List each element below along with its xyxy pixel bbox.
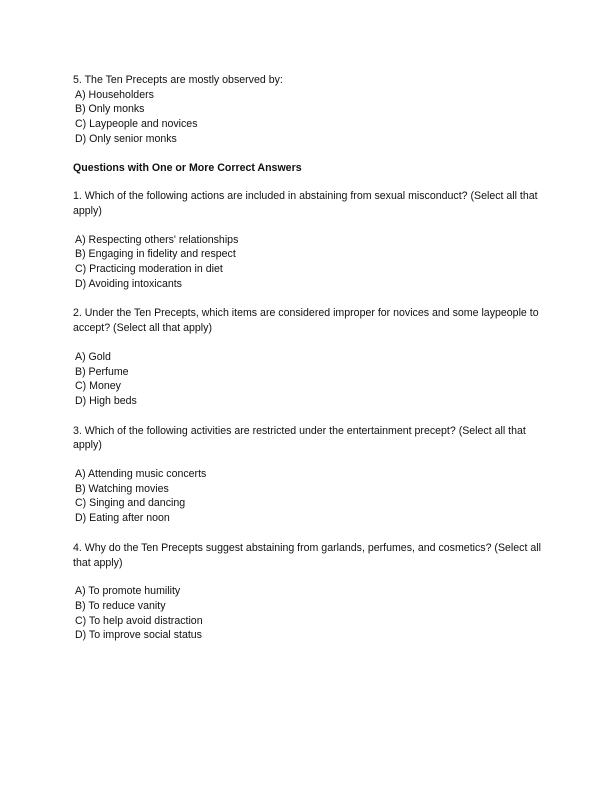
option-b: B) Perfume xyxy=(75,365,129,378)
option-b: B) Only monks xyxy=(75,103,145,116)
multi-question-4 xyxy=(73,541,543,643)
option-d: D) Eating after noon xyxy=(75,512,170,525)
option-a: A) To promote humility xyxy=(75,585,181,598)
option-c: C) To help avoid distraction xyxy=(75,614,203,627)
option-d: D) Only senior monks xyxy=(75,132,177,145)
question-text: 4. Why do the Ten Precepts suggest abstaining from garlands, perfumes, and cosmetics? (Select all that apply) xyxy=(73,541,541,569)
option-c: C) Practicing moderation in diet xyxy=(75,263,223,276)
option-c: C) Singing and dancing xyxy=(75,497,186,510)
section-heading: Questions with One or More Correct Answers xyxy=(73,161,302,174)
option-c: C) Laypeople and novices xyxy=(75,118,198,131)
multi-question-1 xyxy=(73,189,543,291)
option-a: A) Gold xyxy=(75,350,111,363)
question-text: 5. The Ten Precepts are mostly observed by: xyxy=(73,74,283,86)
question-text: 1. Which of the following actions are included in abstaining from sexual misconduct? (Select all that apply) xyxy=(73,190,538,217)
option-a: A) Householders xyxy=(75,88,154,101)
option-d: D) High beds xyxy=(75,394,137,407)
option-a: A) Respecting others' relationships xyxy=(75,233,239,246)
multi-question-2 xyxy=(73,306,543,408)
option-a: A) Attending music concerts xyxy=(75,468,207,481)
option-b: B) Watching movies xyxy=(75,482,169,495)
question-text: 3. Which of the following activities are restricted under the entertainment precept? (Select all that apply) xyxy=(73,424,526,452)
document-page xyxy=(73,73,543,643)
question-text: 2. Under the Ten Precepts, which items are considered improper for novices and some laypeople to accept? (Select all that apply) xyxy=(73,307,539,335)
option-d: D) Avoiding intoxicants xyxy=(75,277,182,290)
question-5 xyxy=(73,73,543,147)
option-b: B) To reduce vanity xyxy=(75,599,166,612)
option-c: C) Money xyxy=(75,380,121,393)
option-d: D) To improve social status xyxy=(75,629,202,642)
multi-question-3 xyxy=(73,424,543,526)
option-b: B) Engaging in fidelity and respect xyxy=(75,248,236,261)
